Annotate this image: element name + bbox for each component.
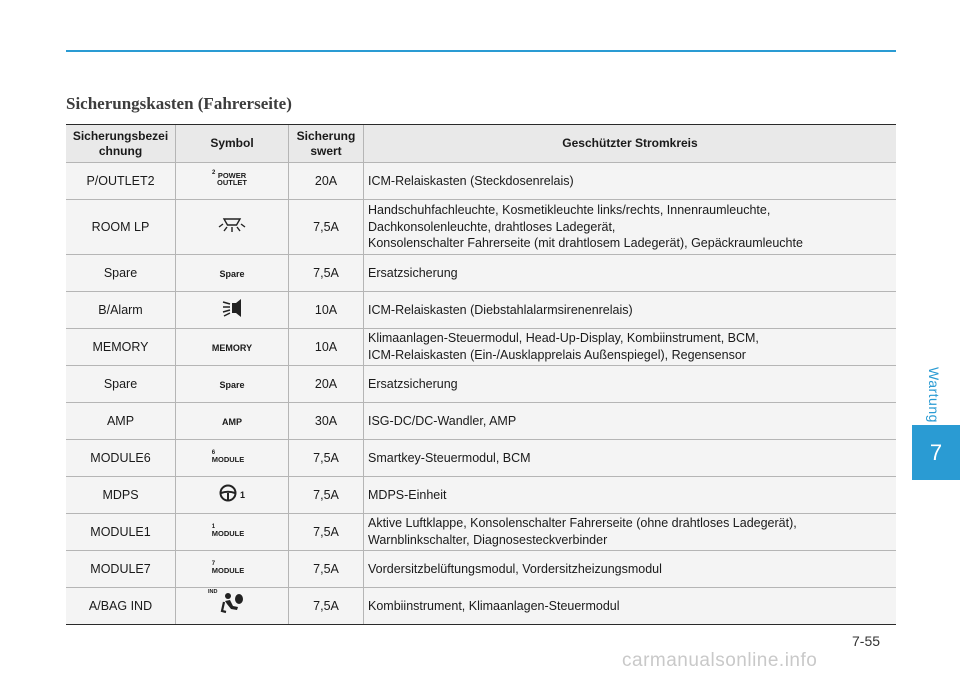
protected-circuit: ICM-Relaiskasten (Diebstahlalarmsirenenrelais) xyxy=(364,292,897,329)
fuse-symbol xyxy=(176,477,289,514)
protected-circuit: Handschuhfachleuchte, Kosmetikleuchte links/rechts, Innenraumleuchte, Dachkonsolenleuchte, drahtloses Ladegerät, Konsolenschalter Fahrerseite (mit drahtlosem Ladegerät), Gepäckraumleuchte xyxy=(364,200,897,255)
fuse-rating: 7,5A xyxy=(289,200,364,255)
symbol-label: MODULE xyxy=(211,528,245,538)
fuse-name: MODULE1 xyxy=(66,514,176,551)
protected-circuit: MDPS-Einheit xyxy=(364,477,897,514)
fuse-table xyxy=(66,124,896,625)
fuse-symbol xyxy=(176,366,289,403)
airbag-indicator-icon xyxy=(219,605,245,619)
section-title: Sicherungskasten (Fahrerseite) xyxy=(66,94,292,113)
fuse-name: B/Alarm xyxy=(66,292,176,329)
module-symbol xyxy=(212,524,245,538)
chapter-number: 7 xyxy=(929,439,943,465)
top-rule xyxy=(66,50,896,52)
fuse-symbol xyxy=(176,292,289,329)
fuse-rating: 7,5A xyxy=(289,255,364,292)
symbol-label: MEMORY xyxy=(211,342,253,353)
fuse-rating: 20A xyxy=(289,366,364,403)
symbol-label: AMP xyxy=(222,416,242,427)
fuse-rating: 20A xyxy=(289,163,364,200)
protected-circuit: Vordersitzbelüftungsmodul, Vordersitzheizungsmodul xyxy=(364,551,897,588)
chapter-tab xyxy=(912,425,960,480)
fuse-symbol xyxy=(176,588,289,625)
fuse-name: AMP xyxy=(66,403,176,440)
fuse-rating: 7,5A xyxy=(289,551,364,588)
table-row xyxy=(66,292,896,329)
module-symbol xyxy=(212,450,245,464)
fuse-name: MODULE7 xyxy=(66,551,176,588)
symbol-number: 6 xyxy=(211,449,216,456)
fuse-symbol xyxy=(176,514,289,551)
protected-circuit: Klimaanlagen-Steuermodul, Head-Up-Display, Kombiinstrument, BCM, ICM-Relaiskasten (Ein-/Ausklapprelais Außenspiegel), Regensensor xyxy=(364,329,897,366)
fuse-symbol xyxy=(176,200,289,255)
protected-circuit: Ersatzsicherung xyxy=(364,366,897,403)
chapter-side-label: Wartung xyxy=(926,367,942,423)
fuse-rating: 7,5A xyxy=(289,440,364,477)
symbol-label: MODULE xyxy=(211,565,245,575)
table-header-row xyxy=(66,125,896,163)
protected-circuit: ISG-DC/DC-Wandler, AMP xyxy=(364,403,897,440)
header-fuse-name: Sicherungsbezei chnung xyxy=(66,125,176,163)
symbol-suffix: 1 xyxy=(239,489,245,500)
power-outlet-symbol xyxy=(212,169,247,188)
protected-circuit: Kombiinstrument, Klimaanlagen-Steuermodul xyxy=(364,588,897,625)
symbol-label: Spare xyxy=(219,268,245,279)
header-symbol: Symbol xyxy=(176,125,289,163)
watermark: carmanualsonline.info xyxy=(622,650,818,671)
symbol-number: 7 xyxy=(211,560,216,567)
page-number: 7-55 xyxy=(852,633,881,649)
fuse-symbol xyxy=(176,403,289,440)
table-row xyxy=(66,440,896,477)
table-row xyxy=(66,477,896,514)
fuse-name: Spare xyxy=(66,366,176,403)
table-row xyxy=(66,366,896,403)
table-row xyxy=(66,329,896,366)
symbol-line-1: POWER xyxy=(217,170,247,180)
symbol-number: 2 xyxy=(212,169,216,176)
fuse-symbol xyxy=(176,551,289,588)
fuse-name: MEMORY xyxy=(66,329,176,366)
table-row xyxy=(66,514,896,551)
horn-alarm-icon xyxy=(221,307,243,321)
table-row xyxy=(66,200,896,255)
symbol-label: Spare xyxy=(219,379,245,390)
table-row xyxy=(66,551,896,588)
steering-wheel-icon xyxy=(219,484,237,507)
fuse-rating: 10A xyxy=(289,292,364,329)
symbol-label: MODULE xyxy=(211,454,245,464)
fuse-name: P/OUTLET2 xyxy=(66,163,176,200)
fuse-name: ROOM LP xyxy=(66,200,176,255)
fuse-rating: 7,5A xyxy=(289,588,364,625)
fuse-rating: 7,5A xyxy=(289,477,364,514)
module-symbol xyxy=(212,561,245,575)
fuse-rating: 7,5A xyxy=(289,514,364,551)
table-row xyxy=(66,255,896,292)
fuse-rating: 10A xyxy=(289,329,364,366)
symbol-prefix: IND xyxy=(208,588,218,595)
fuse-name: MDPS xyxy=(66,477,176,514)
fuse-symbol xyxy=(176,163,289,200)
protected-circuit: Smartkey-Steuermodul, BCM xyxy=(364,440,897,477)
protected-circuit: Aktive Luftklappe, Konsolenschalter Fahrerseite (ohne drahtloses Ladegerät), Warnblinkschalter, Diagnosesteckverbinder xyxy=(364,514,897,551)
fuse-name: A/BAG IND xyxy=(66,588,176,625)
protected-circuit: ICM-Relaiskasten (Steckdosenrelais) xyxy=(364,163,897,200)
table-row xyxy=(66,403,896,440)
protected-circuit: Ersatzsicherung xyxy=(364,255,897,292)
table-row xyxy=(66,163,896,200)
symbol-line-2: OUTLET xyxy=(217,178,247,188)
fuse-name: Spare xyxy=(66,255,176,292)
table-body xyxy=(66,163,896,625)
fuse-symbol xyxy=(176,255,289,292)
fuse-symbol xyxy=(176,440,289,477)
fuse-name: MODULE6 xyxy=(66,440,176,477)
table-row xyxy=(66,588,896,625)
header-fuse-rating: Sicherung swert xyxy=(289,125,364,163)
header-protected-circuit: Geschützter Stromkreis xyxy=(364,125,897,163)
symbol-number: 1 xyxy=(211,523,216,530)
fuse-rating: 30A xyxy=(289,403,364,440)
room-lamp-icon xyxy=(217,223,247,237)
fuse-symbol xyxy=(176,329,289,366)
